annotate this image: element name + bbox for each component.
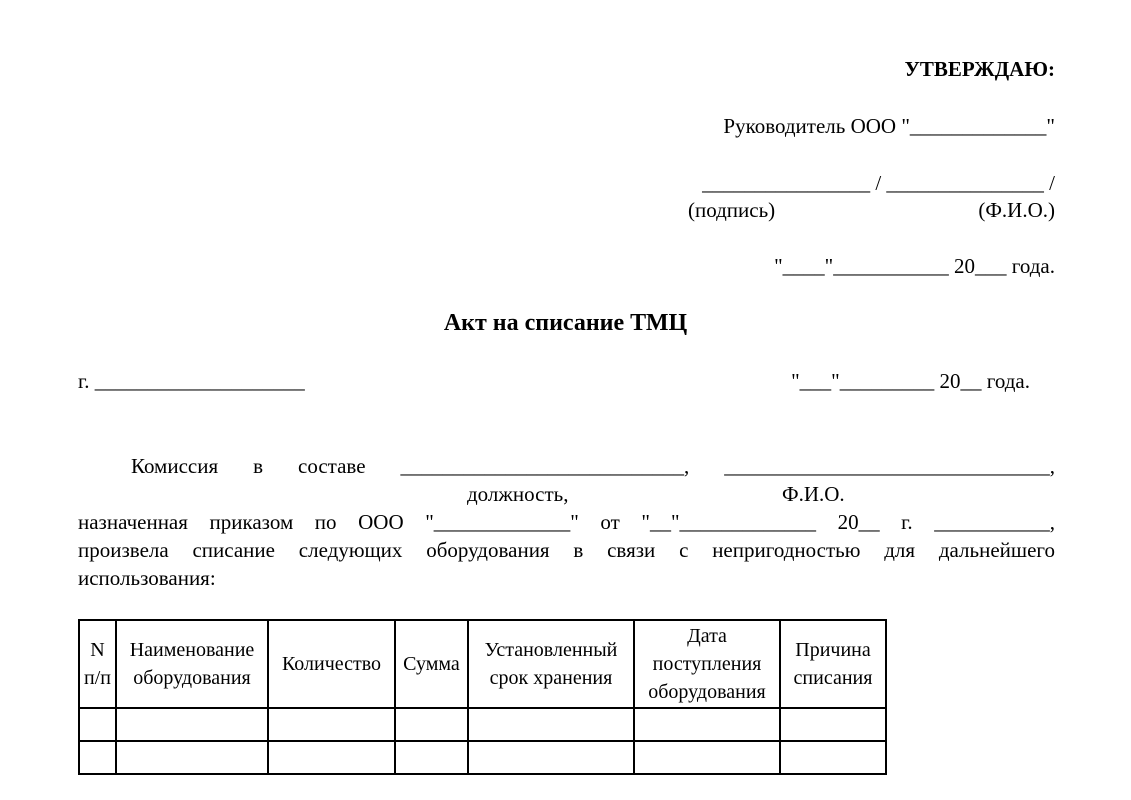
usage-line: использования: bbox=[78, 566, 216, 590]
commission-line: Комиссия в составе ___________________________, _______________________________, bbox=[131, 454, 1055, 478]
table-row bbox=[79, 741, 886, 774]
table-row bbox=[79, 708, 886, 741]
table-header-row bbox=[79, 620, 886, 708]
table-cell[interactable] bbox=[395, 741, 468, 774]
position-caption: должность, bbox=[467, 482, 569, 506]
table-cell[interactable] bbox=[468, 741, 634, 774]
header-number: N п/п bbox=[79, 620, 116, 708]
table-cell[interactable] bbox=[79, 708, 116, 741]
name-caption: (Ф.И.О.) bbox=[978, 198, 1055, 222]
approval-heading: УТВЕРЖДАЮ: bbox=[904, 57, 1055, 81]
table-cell[interactable] bbox=[268, 741, 395, 774]
table-cell[interactable] bbox=[634, 741, 780, 774]
table-cell[interactable] bbox=[468, 708, 634, 741]
table-cell[interactable] bbox=[116, 708, 268, 741]
table-cell[interactable] bbox=[268, 708, 395, 741]
order-line: назначенная приказом по ООО "_____________" от "__"_____________ 20__ г. ___________, bbox=[78, 510, 1055, 534]
header-quantity: Количество bbox=[268, 620, 395, 708]
city-line: г. ____________________ bbox=[78, 369, 305, 393]
table-cell[interactable] bbox=[79, 741, 116, 774]
header-receipt-date: Дата поступления оборудования bbox=[634, 620, 780, 708]
fio-caption: Ф.И.О. bbox=[782, 482, 845, 506]
header-storage-period: Установленный срок хранения bbox=[468, 620, 634, 708]
header-sum: Сумма bbox=[395, 620, 468, 708]
table-cell[interactable] bbox=[395, 708, 468, 741]
document-date-line: "___"_________ 20__ года. bbox=[791, 369, 1030, 393]
table-cell[interactable] bbox=[634, 708, 780, 741]
approval-date-line: "____"___________ 20___ года. bbox=[774, 254, 1055, 278]
writeoff-table bbox=[78, 619, 887, 775]
document-title: Акт на списание ТМЦ bbox=[443, 310, 688, 336]
signature-line: ________________ / _______________ / bbox=[702, 171, 1055, 195]
table-cell[interactable] bbox=[116, 741, 268, 774]
signature-caption: (подпись) bbox=[688, 198, 776, 222]
header-equipment-name: Наименование оборудования bbox=[116, 620, 268, 708]
header-writeoff-reason: Причина списания bbox=[780, 620, 886, 708]
manager-line: Руководитель ООО "_____________" bbox=[723, 114, 1055, 138]
table-cell[interactable] bbox=[780, 741, 886, 774]
table-cell[interactable] bbox=[780, 708, 886, 741]
writeoff-line: произвела списание следующих оборудования в связи с непригодностью для дальнейшего bbox=[78, 538, 1055, 562]
